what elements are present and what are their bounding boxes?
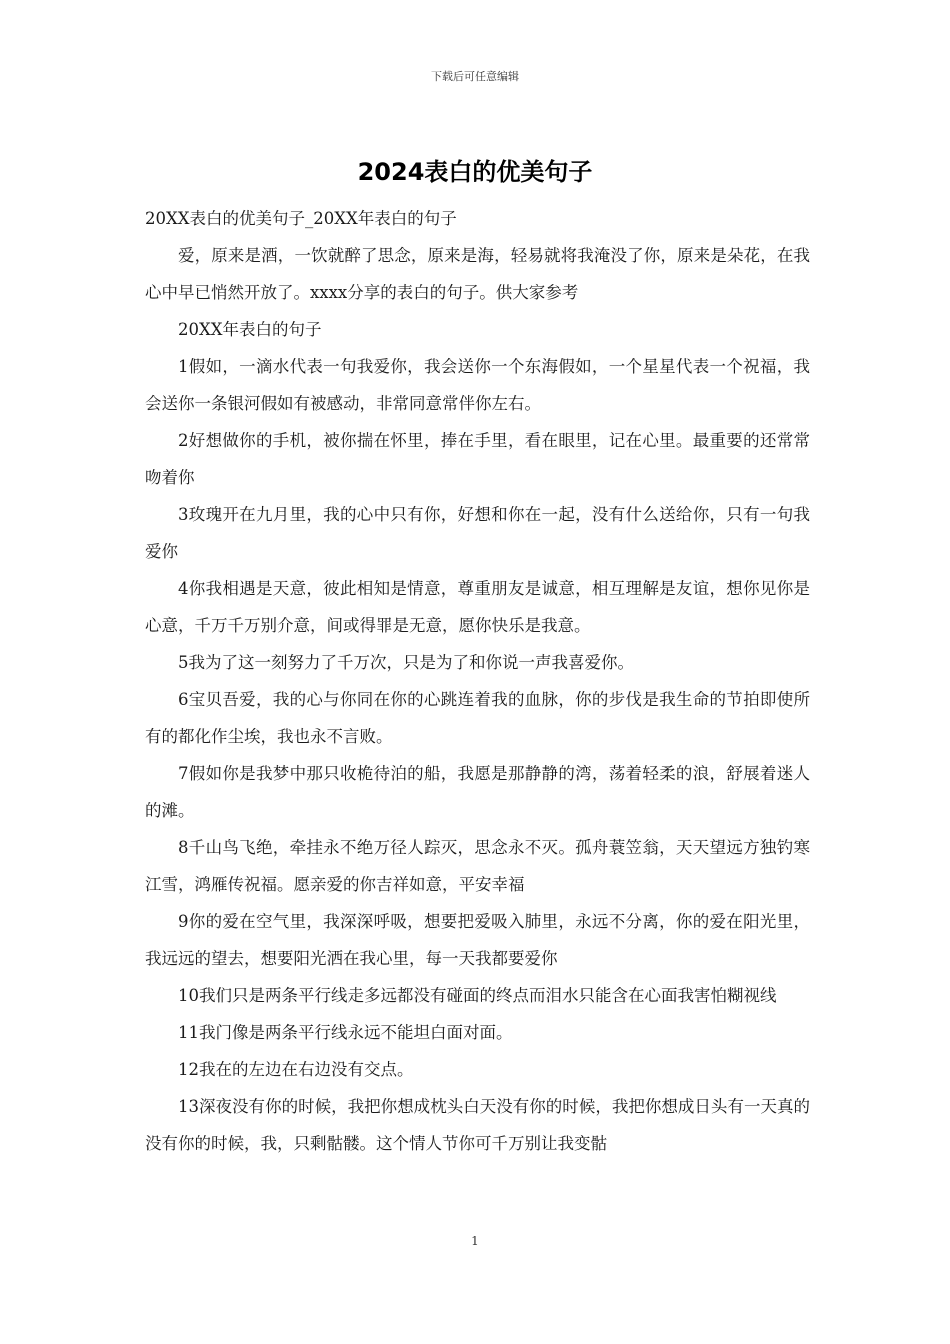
paragraph-item: 10我们只是两条平行线走多远都没有碰面的终点而泪水只能含在心面我害怕糊视线 bbox=[178, 986, 777, 1005]
paragraph-item: 7假如你是我梦中那只收桅待泊的船，我愿是那静静的湾，荡着轻柔的浪，舒展着迷人的滩。 bbox=[145, 764, 810, 820]
page-title: 2024表白的优美句子 bbox=[357, 158, 593, 186]
paragraph-item: 9你的爱在空气里，我深深呼吸，想要把爱吸入肺里，永远不分离，你的爱在阳光里，我远远的望去，想要阳光洒在我心里，每一天我都要爱你 bbox=[145, 912, 810, 968]
paragraph-item: 6宝贝吾爱，我的心与你同在你的心跳连着我的血脉，你的步伐是我生命的节拍即使所有的都化作尘埃，我也永不言败。 bbox=[145, 690, 810, 746]
paragraph-item: 1假如，一滴水代表一句我爱你，我会送你一个东海假如，一个星星代表一个祝福，我会送你一条银河假如有被感动，非常同意常伴你左右。 bbox=[145, 357, 810, 413]
paragraph-item: 13深夜没有你的时候，我把你想成枕头白天没有你的时候，我把你想成日头有一天真的没有你的时候，我，只剩骷髅。这个情人节你可千万别让我变骷 bbox=[145, 1097, 810, 1153]
document-body bbox=[145, 200, 810, 1162]
section-heading: 20XX年表白的句子 bbox=[178, 320, 322, 339]
header-note: 下载后可任意编辑 bbox=[431, 70, 519, 83]
paragraph-item: 2好想做你的手机，被你揣在怀里，捧在手里，看在眼里，记在心里。最重要的还常常吻着你 bbox=[145, 431, 810, 487]
page-number: 1 bbox=[471, 1234, 479, 1248]
paragraph-subtitle: 20XX表白的优美句子_20XX年表白的句子 bbox=[145, 209, 457, 228]
paragraph-item: 11我门像是两条平行线永远不能坦白面对面。 bbox=[178, 1023, 513, 1042]
paragraph-item: 5我为了这一刻努力了千万次，只是为了和你说一声我喜爱你。 bbox=[178, 653, 634, 672]
paragraph-item: 12我在的左边在右边没有交点。 bbox=[178, 1060, 414, 1079]
paragraph-intro: 爱，原来是酒，一饮就醉了思念，原来是海，轻易就将我淹没了你，原来是朵花，在我心中早已悄然开放了。xxxx分享的表白的句子。供大家参考 bbox=[145, 246, 810, 302]
paragraph-item: 4你我相遇是天意，彼此相知是情意，尊重朋友是诚意，相互理解是友谊，想你见你是心意，千万千万别介意，间或得罪是无意，愿你快乐是我意。 bbox=[145, 579, 810, 635]
paragraph-item: 3玫瑰开在九月里，我的心中只有你，好想和你在一起，没有什么送给你，只有一句我爱你 bbox=[145, 505, 810, 561]
paragraph-item: 8千山鸟飞绝，牵挂永不绝万径人踪灭，思念永不灭。孤舟蓑笠翁，天天望远方独钓寒江雪，鸿雁传祝福。愿亲爱的你吉祥如意，平安幸福 bbox=[145, 838, 810, 894]
